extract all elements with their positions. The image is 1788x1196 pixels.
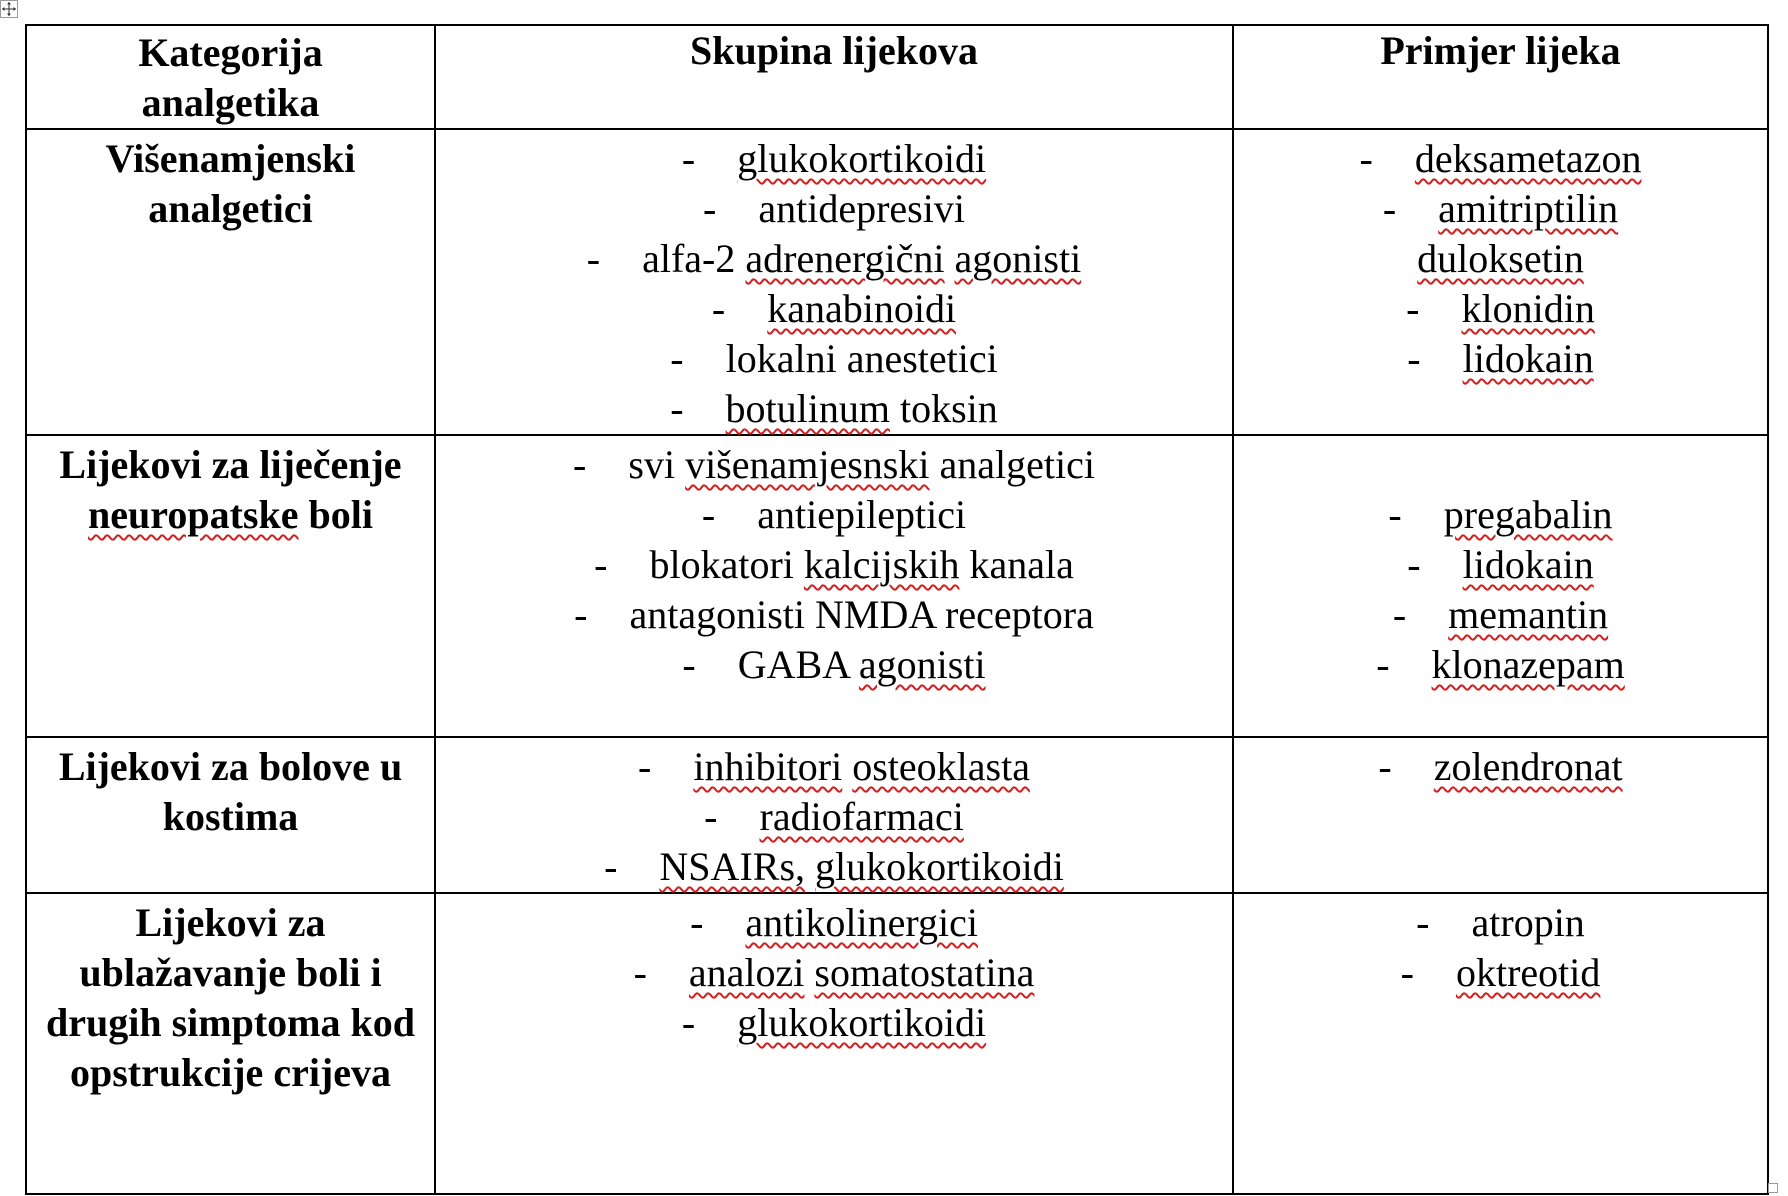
drug-group-text: inhibitori osteoklasta [693, 744, 1030, 789]
drug-example-text: atropin [1471, 900, 1585, 945]
bullet-dash: - [1407, 542, 1421, 587]
bullet-dash: - [711, 286, 726, 331]
bullet-dash: - [704, 794, 718, 839]
bullet-dash: - [690, 900, 704, 945]
list-item [1234, 284, 1767, 334]
bullet-dash: - [670, 336, 684, 381]
bullet-dash: - [586, 236, 601, 281]
list-item [1234, 640, 1767, 690]
category-label: Višenamjenski analgetici [105, 136, 356, 231]
bullet-dash: - [573, 442, 587, 487]
bullet-dash: - [633, 950, 647, 995]
drug-example-text: amitriptilin [1438, 186, 1619, 231]
drug-group-text: GABA agonisti [737, 642, 986, 687]
list-item [436, 590, 1232, 640]
example-list [1234, 894, 1767, 998]
table-resize-handle[interactable] [1768, 1183, 1778, 1193]
drug-example-text: zolendronat [1433, 744, 1623, 789]
header-category: Kategorija analgetika [26, 25, 435, 129]
drug-group-text: antagonisti NMDA receptora [629, 592, 1094, 637]
group-list [436, 436, 1232, 690]
table-row [26, 893, 1768, 1194]
group-list [436, 130, 1232, 434]
move-icon [1, 1, 17, 17]
drug-group-text: antikolinergici [745, 900, 978, 945]
category-cell [26, 737, 435, 893]
list-item [436, 842, 1232, 892]
list-item [1234, 742, 1767, 792]
list-item [436, 334, 1232, 384]
bullet-dash: - [1359, 136, 1373, 181]
analgesics-table [25, 24, 1769, 1195]
category-label: Lijekovi za ublažavanje boli i drugih simptoma kod opstrukcije crijeva [46, 900, 415, 1095]
list-item [1234, 540, 1767, 590]
drug-example-text: oktreotid [1455, 950, 1601, 995]
list-item [1234, 590, 1767, 640]
bullet-dash: - [1382, 186, 1397, 231]
example-list [1234, 738, 1767, 792]
list-item [436, 742, 1232, 792]
category-cell [26, 435, 435, 737]
table-row [26, 129, 1768, 435]
group-cell [435, 737, 1233, 893]
bullet-dash: - [574, 592, 588, 637]
example-cell [1233, 737, 1768, 893]
group-cell [435, 893, 1233, 1194]
list-item [436, 134, 1232, 184]
bullet-dash: - [638, 744, 652, 789]
list-item [436, 898, 1232, 948]
header-row [26, 25, 1768, 129]
list-item [436, 998, 1232, 1048]
drug-example-text: memantin [1448, 592, 1609, 637]
category-label: Lijekovi za bolove u kostima [58, 744, 403, 839]
list-item [436, 284, 1232, 334]
group-cell [435, 435, 1233, 737]
bullet-dash: - [1416, 900, 1430, 945]
list-item [1234, 898, 1767, 948]
bullet-dash: - [1388, 492, 1402, 537]
list-item [1234, 490, 1767, 540]
category-cell [26, 893, 435, 1194]
drug-example-text: pregabalin [1443, 492, 1613, 537]
drug-group-text: alfa-2 adrenergični agonisti [642, 236, 1082, 281]
group-list [436, 894, 1232, 1048]
bullet-dash: - [681, 136, 696, 181]
drug-group-text: antiepileptici [757, 492, 967, 537]
list-item [1234, 334, 1767, 384]
list-item [436, 184, 1232, 234]
bullet-dash: - [682, 642, 696, 687]
list-item [436, 440, 1232, 490]
list-item [436, 540, 1232, 590]
drug-example-text: klonazepam [1431, 642, 1625, 687]
drug-group-text: NSAIRs, glukokortikoidi [659, 844, 1064, 889]
table-move-handle[interactable] [0, 0, 18, 18]
drug-example-text: duloksetin [1417, 236, 1584, 281]
bullet-dash: - [703, 186, 717, 231]
drug-group-text: kanabinoidi [767, 286, 957, 331]
bullet-dash: - [670, 386, 684, 431]
bullet-dash: - [681, 1000, 696, 1045]
header-example: Primjer lijeka [1233, 25, 1768, 129]
drug-group-text: blokatori kalcijskih kanala [649, 542, 1074, 587]
drug-group-text: glukokortikoidi [737, 136, 987, 181]
drug-example-text: lidokain [1462, 336, 1594, 381]
list-item [436, 640, 1232, 690]
list-item [1234, 184, 1767, 234]
drug-group-text: botulinum toksin [725, 386, 998, 431]
table-row [26, 737, 1768, 893]
drug-group-text: glukokortikoidi [737, 1000, 987, 1045]
list-item [436, 948, 1232, 998]
example-cell [1233, 893, 1768, 1194]
bullet-dash: - [1406, 286, 1420, 331]
drug-group-text: radiofarmaci [759, 794, 964, 839]
list-item [436, 792, 1232, 842]
group-list [436, 738, 1232, 892]
bullet-dash: - [604, 844, 618, 889]
list-item [436, 384, 1232, 434]
bullet-dash: - [701, 492, 716, 537]
list-item [1234, 134, 1767, 184]
drug-group-text: lokalni anestetici [725, 336, 998, 381]
category-label: Lijekovi za liječenje neuropatske boli [59, 442, 402, 537]
bullet-dash: - [1400, 950, 1414, 995]
drug-group-text: antidepresivi [758, 186, 965, 231]
drug-example-text: lidokain [1462, 542, 1594, 587]
bullet-dash: - [1392, 592, 1407, 637]
list-item [436, 234, 1232, 284]
drug-example-text: klonidin [1461, 286, 1595, 331]
bullet-dash: - [594, 542, 608, 587]
table-row [26, 435, 1768, 737]
example-list [1234, 490, 1767, 690]
header-group: Skupina lijekova [435, 25, 1233, 129]
list-item [1234, 234, 1767, 284]
drug-example-text: deksametazon [1414, 136, 1642, 181]
example-cell [1233, 435, 1768, 737]
list-item [1234, 948, 1767, 998]
example-cell [1233, 129, 1768, 435]
bullet-dash: - [1407, 336, 1421, 381]
group-cell [435, 129, 1233, 435]
bullet-dash: - [1378, 744, 1392, 789]
drug-group-text: analozi somatostatina [688, 950, 1035, 995]
bullet-dash: - [1376, 642, 1390, 687]
category-cell [26, 129, 435, 435]
drug-group-text: svi višenamjesnski analgetici [628, 442, 1095, 487]
example-list [1234, 130, 1767, 384]
list-item [436, 490, 1232, 540]
